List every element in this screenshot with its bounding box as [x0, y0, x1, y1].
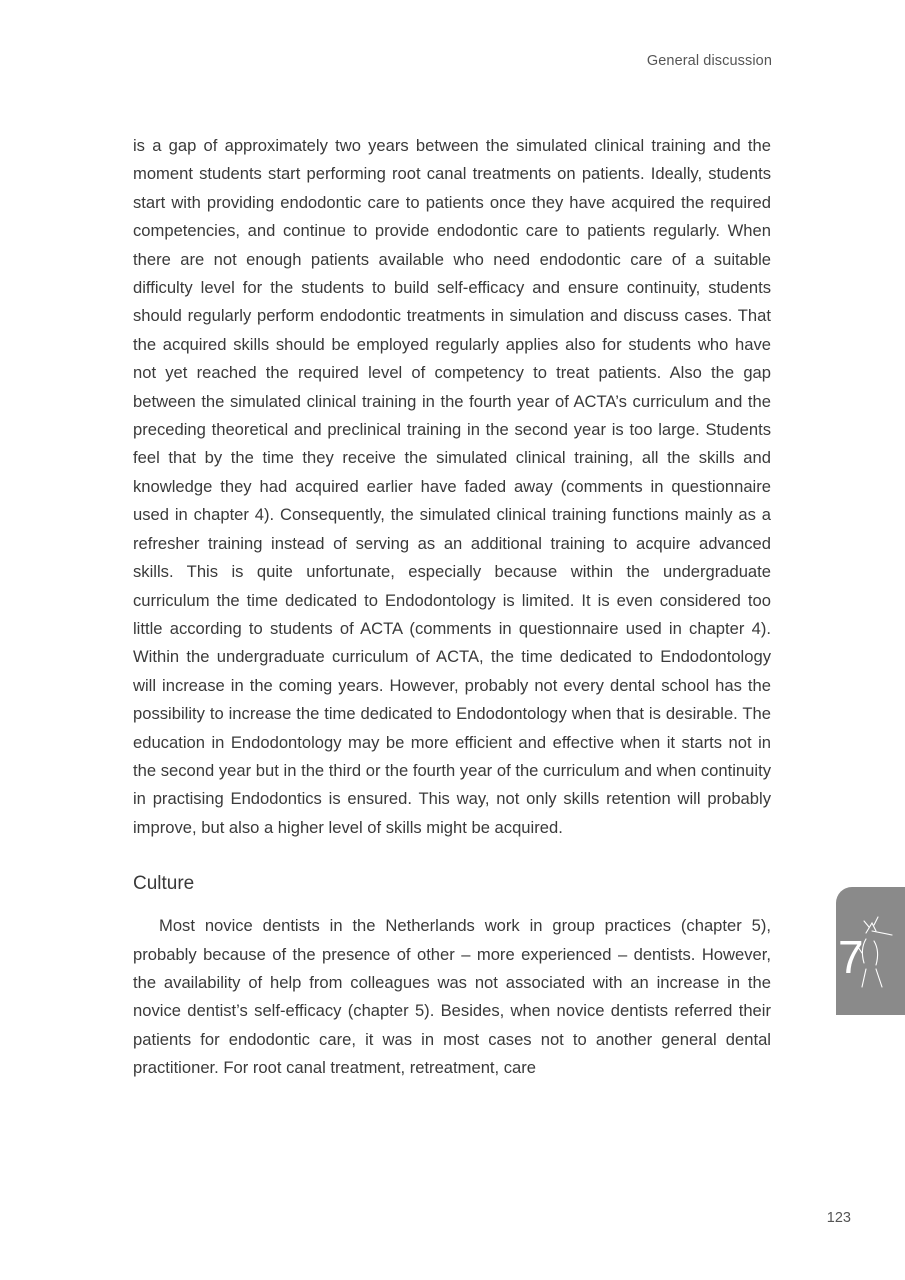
- body-paragraph: Most novice dentists in the Netherlands work in group practices (chapter 5), probably because of the presence of other – more experienced – dentists. However, the availability of help from colleagues was not associated with an increase in the novice dentist’s self-efficacy (chapter 5). Besides, when novice dentists referred their patients for endodontic care, it was in most cases not to another general dental practitioner. For root canal treatment, retreatment, care: [133, 916, 771, 1078]
- running-header: General discussion: [646, 53, 772, 69]
- page-number: 123: [826, 1210, 851, 1226]
- body-paragraph: is a gap of approximately two years between the simulated clinical training and the moment students start performing root canal treatments on patients. Ideally, students start with providing endodontic care to patients once they have acquired the required competencies, and continue to provide endodontic care to patients regularly. When there are not enough patients available who need endodontic care of a suitable difficulty level for the students to build self-efficacy and ensure continuity, students should regularly perform endodontic treatments in simulation and discuss cases. That the acquired skills should be employed regularly applies also for students who have not yet reached the required level of competency to treat patients. Also the gap between the simulated clinical training in the fourth year of ACTA’s curriculum and the preceding theoretical and preclinical training in the second year is too large. Students feel that by the time they receive the simulated clinical training, all the skills and knowledge they had acquired earlier have faded away (comments in questionnaire used in chapter 4). Consequently, the simulated clinical training functions mainly as a refresher training instead of serving as an additional training to acquire advanced skills. This is quite unfortunate, especially because within the undergraduate curriculum the time dedicated to Endodontology is limited. It is even considered too little according to students of ACTA (comments in questionnaire used in chapter 4). Within the undergraduate curriculum of ACTA, the time dedicated to Endodontology will increase in the coming years. However, probably not every dental school has the possibility to increase the time dedicated to Endodontology when that is desirable. The education in Endodontology may be more efficient and effective when it starts not in the second year but in the third or the fourth year of the curriculum and when continuity in practising Endodontics is ensured. This way, not only skills retention will probably improve, but also a higher level of skills might be acquired.: [133, 136, 771, 837]
- chapter-tab: [836, 887, 905, 1015]
- section-heading: Culture: [133, 873, 195, 895]
- main-content: [133, 132, 771, 1083]
- chapter-number: 7: [838, 931, 864, 983]
- chapter-tab-graphic: [836, 887, 905, 1015]
